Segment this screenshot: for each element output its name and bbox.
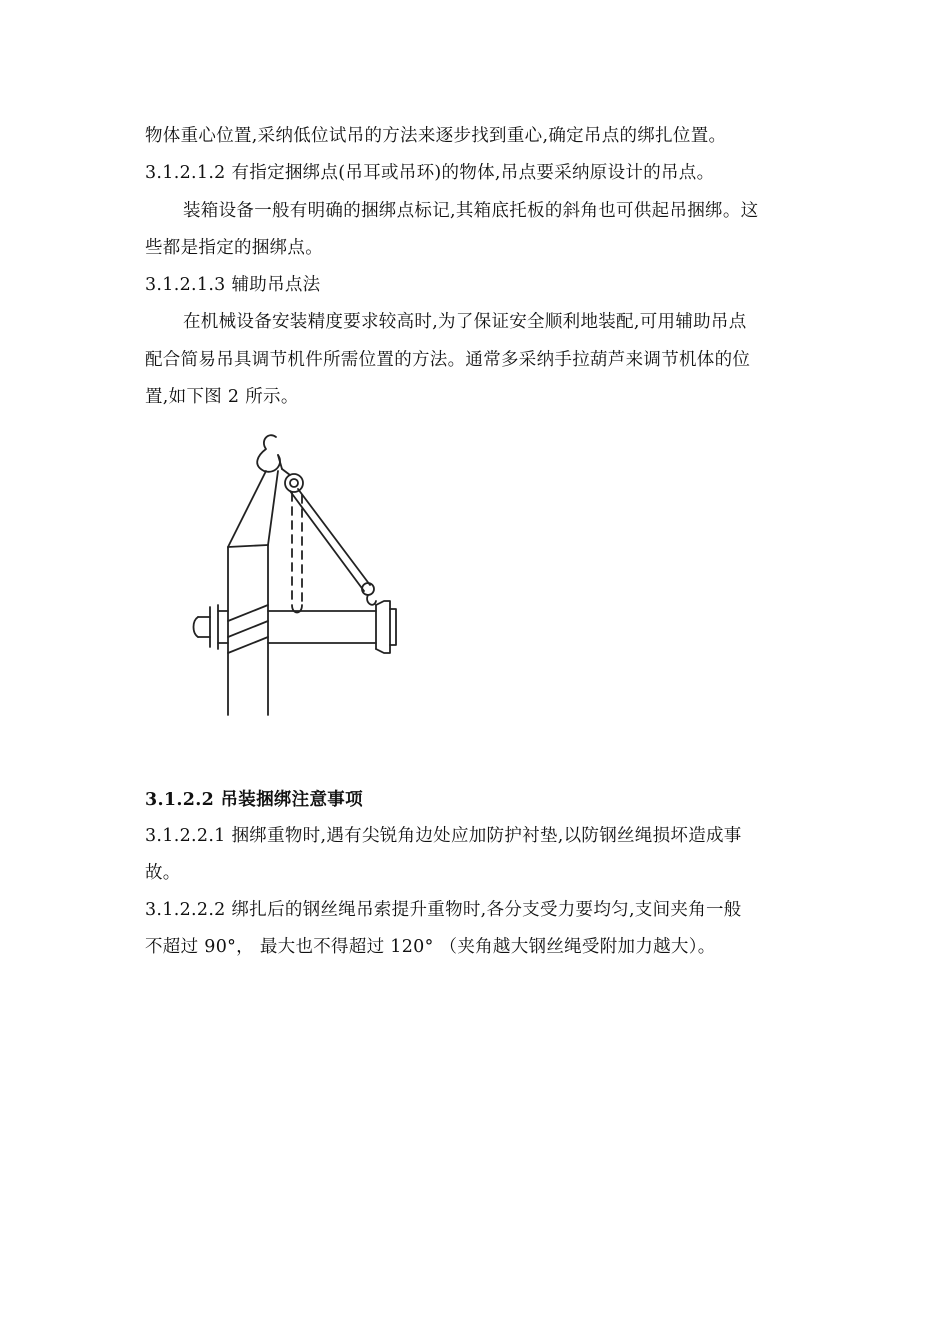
paragraph-line: 置,如下图 2 所示。 xyxy=(145,387,299,407)
clause-3-1-2-1-3-heading: 3.1.2.1.3 辅助吊点法 xyxy=(145,275,321,295)
paragraph-line: 不超过 90°， 最大也不得超过 120° （夹角越大钢丝绳受附加力越大）。 xyxy=(145,937,716,957)
figure-2 xyxy=(180,425,410,720)
paragraph-line: 些都是指定的捆绑点。 xyxy=(145,238,323,258)
paragraph-line: 装箱设备一般有明确的捆绑点标记,其箱底托板的斜角也可供起吊捆绑。这 xyxy=(183,201,759,221)
paragraph-line: 物体重心位置,采纳低位试吊的方法来逐步找到重心,确定吊点的绑扎位置。 xyxy=(145,126,727,146)
paragraph-line: 故。 xyxy=(145,863,181,883)
paragraph-line: 配合简易吊具调节机件所需位置的方法。通常多采纳手拉葫芦来调节机体的位 xyxy=(145,350,751,370)
clause-3-1-2-2-1: 3.1.2.2.1 捆绑重物时,遇有尖锐角边处应加防护衬垫,以防钢丝绳损坏造成事 xyxy=(145,826,742,846)
section-3-1-2-2-heading: 3.1.2.2 吊装捆绑注意事项 xyxy=(145,790,363,810)
lifting-hook-with-chain-hoist-diagram-icon xyxy=(180,425,410,720)
clause-3-1-2-2-2: 3.1.2.2.2 绑扎后的钢丝绳吊索提升重物时,各分支受力要均匀,支间夹角一般 xyxy=(145,900,742,920)
paragraph-line: 在机械设备安装精度要求较高时,为了保证安全顺利地装配,可用辅助吊点 xyxy=(183,312,747,332)
clause-3-1-2-1-2: 3.1.2.1.2 有指定捆绑点(吊耳或吊环)的物体,吊点要采纳原设计的吊点。 xyxy=(145,163,715,183)
